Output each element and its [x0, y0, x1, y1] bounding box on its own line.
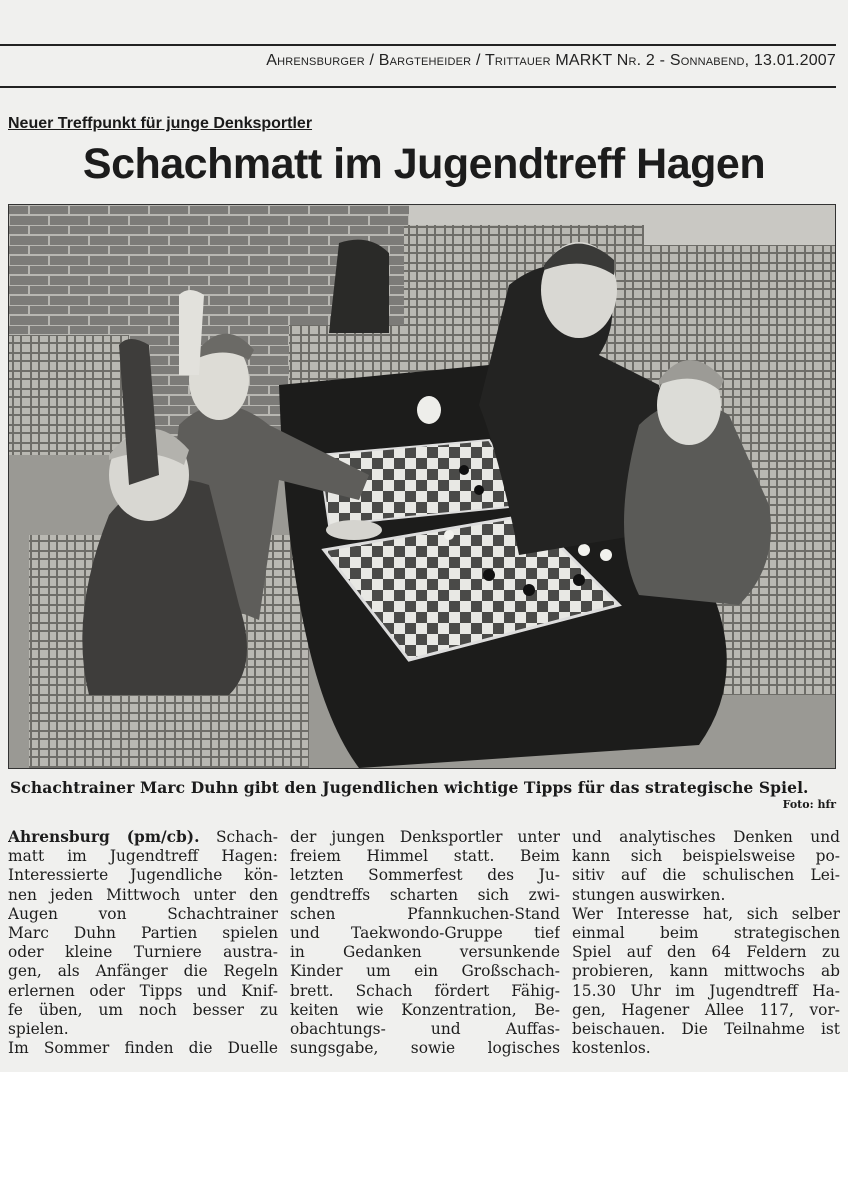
article-line: Wer Interesse hat, sich selber — [572, 904, 840, 923]
article-line: und analytisches Denken und — [572, 828, 840, 846]
article-line: matt im Jugendtreff Hagen: — [8, 847, 278, 866]
kicker: Neuer Treffpunkt für junge Denksportler — [8, 115, 313, 132]
article-line: 15.30 Uhr im Jugendtreff Ha- — [572, 981, 840, 1000]
article-line: Marc Duhn Partien spielen — [8, 924, 278, 943]
article-line: erlernen oder Tipps und Knif- — [8, 981, 278, 1000]
article-line: Kinder um ein Großschach- — [290, 962, 560, 981]
article-line: letzten Sommerfest des Ju- — [290, 866, 560, 885]
article-line: Ahrensburg (pm/cb). Schach- — [8, 828, 278, 846]
article-line: sungsgabe, sowie logisches — [290, 1039, 560, 1058]
article-line: sitiv auf die schulischen Lei- — [572, 866, 840, 885]
article-line: oder kleine Turniere austra- — [8, 943, 278, 962]
article-line: keiten wie Konzentration, Be- — [290, 1000, 560, 1019]
article-column-2 — [290, 828, 560, 1058]
article-line: gen, Hagener Allee 117, vor- — [572, 1000, 840, 1019]
photo-illustration — [9, 205, 835, 768]
article-line: kostenlos. — [572, 1039, 651, 1058]
article-line: Spiel auf den 64 Feldern zu — [572, 943, 840, 962]
masthead-bottom-rule — [0, 86, 836, 88]
dateline: Ahrensburg (pm/cb). — [8, 828, 200, 846]
article-line: kann sich beispielsweise po- — [572, 847, 840, 866]
headline: Schachmatt im Jugendtreff Hagen — [82, 140, 766, 188]
article-line: Augen von Schachtrainer — [8, 904, 278, 923]
article-line: freiem Himmel statt. Beim — [290, 847, 560, 866]
article-line: Interessierte Jugendliche kön- — [8, 866, 278, 885]
article-line: schen Pfannkuchen-Stand — [290, 904, 560, 923]
article-line: spielen. — [8, 1020, 69, 1039]
article-line: in Gedanken versunkende — [290, 943, 560, 962]
article-line: einmal beim strategischen — [572, 924, 840, 943]
article-line: stungen auswirken. — [572, 885, 726, 904]
article-line: nen jeden Mittwoch unter den — [8, 885, 278, 904]
article-line: und Taekwondo-Gruppe tief — [290, 924, 560, 943]
article-line: der jungen Denksportler unter — [290, 828, 560, 846]
article-line: gen, als Anfänger die Regeln — [8, 962, 278, 981]
masthead: Ahrensburger / Bargteheider / Trittauer MARKT Nr. 2 - Sonnabend, 13.01.2007 — [266, 52, 836, 69]
masthead-top-rule — [0, 44, 836, 46]
article-line: beischauen. Die Teilnahme ist — [572, 1020, 840, 1039]
article-line: probieren, kann mittwochs ab — [572, 962, 840, 981]
photo-credit: Foto: hfr — [782, 798, 836, 811]
article-line: Im Sommer finden die Duelle — [8, 1039, 278, 1058]
article-line: obachtungs- und Auffas- — [290, 1020, 560, 1039]
article-column-3 — [572, 828, 840, 1058]
article-column-1 — [8, 828, 278, 1058]
photo — [8, 204, 836, 769]
article-line: brett. Schach fördert Fähig- — [290, 981, 560, 1000]
article-line: fe üben, um noch besser zu — [8, 1000, 278, 1019]
article-line: gendtreffs scharten sich zwi- — [290, 885, 560, 904]
photo-caption: Schachtrainer Marc Duhn gibt den Jugendlichen wichtige Tipps für das strategische Spiel. — [10, 778, 809, 797]
